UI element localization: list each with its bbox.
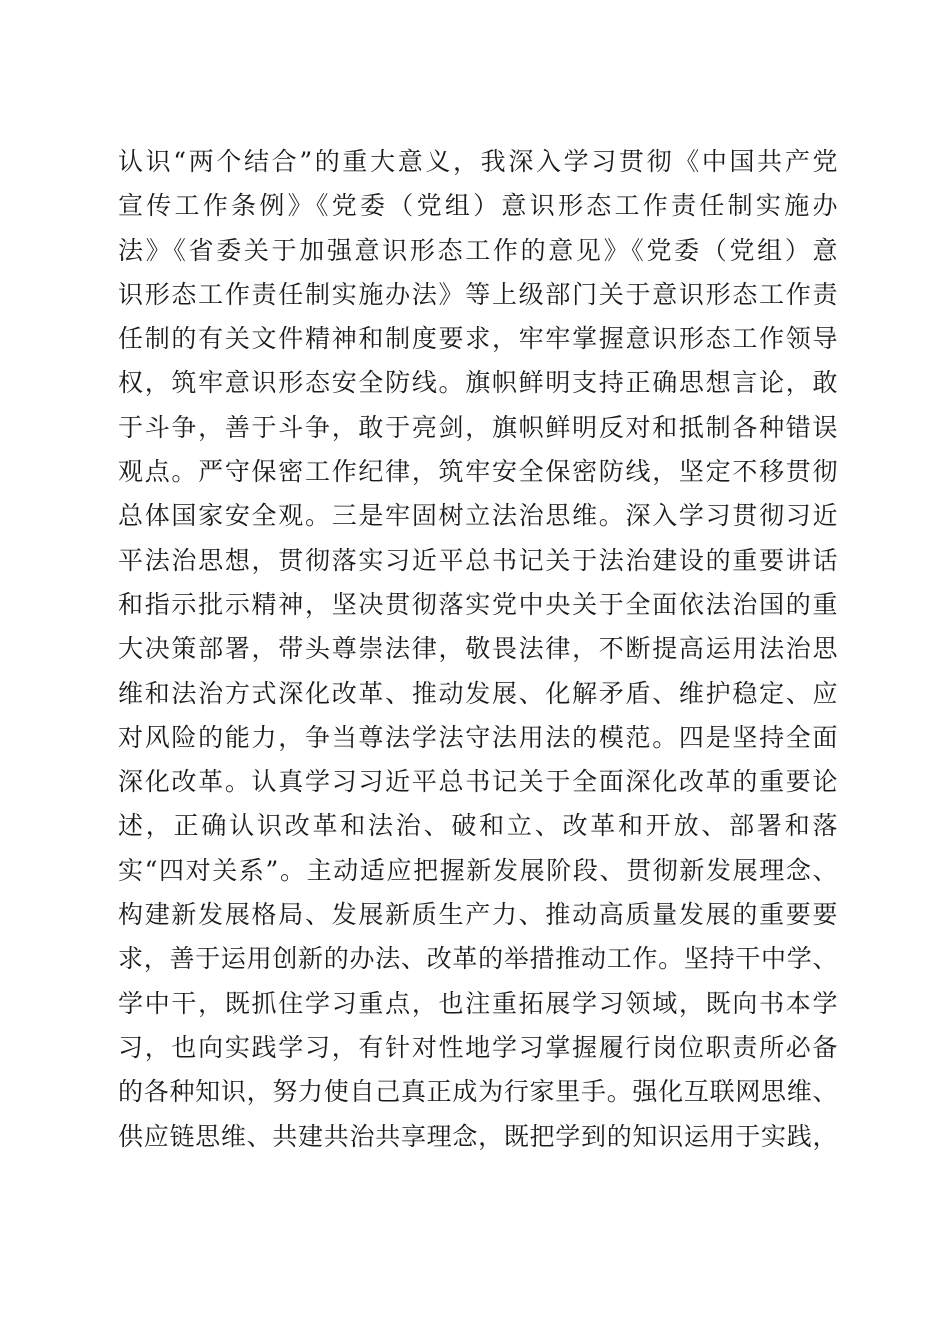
text-line-8: 观点。严守保密工作纪律，筑牢安全保密防线，坚定不移贯彻: [118, 457, 838, 487]
text-line-18: 构建新发展格局、发展新质生产力、推动高质量发展的重要要: [118, 900, 838, 930]
text-line-23: 供应链思维、共建共治共享理念，既把学到的知识运用于实践，: [118, 1121, 838, 1151]
text-line-21: 习，也向实践学习，有针对性地学习掌握履行岗位职责所必备: [118, 1032, 838, 1062]
body-paragraph: [118, 140, 838, 1159]
text-line-9: 总体国家安全观。三是牢固树立法治思维。深入学习贯彻习近: [118, 501, 838, 531]
text-line-4: 识形态工作责任制实施办法》等上级部门关于意识形态工作责: [118, 279, 838, 309]
text-line-5: 任制的有关文件精神和制度要求，牢牢掌握意识形态工作领导: [118, 324, 838, 354]
text-line-3: 法》《省委关于加强意识形态工作的意见》《党委（党组）意: [118, 235, 838, 265]
text-line-22: 的各种知识，努力使自己真正成为行家里手。强化互联网思维、: [118, 1077, 838, 1107]
text-line-7: 于斗争，善于斗争，敢于亮剑，旗帜鲜明反对和抵制各种错误: [118, 412, 838, 442]
text-line-2: 宣传工作条例》《党委（党组）意识形态工作责任制实施办: [118, 191, 838, 221]
text-line-16: 述，正确认识改革和法治、破和立、改革和开放、部署和落: [118, 811, 838, 841]
text-line-14: 对风险的能力，争当尊法学法守法用法的模范。四是坚持全面: [118, 722, 838, 752]
text-line-1: 认识“两个结合”的重大意义，我深入学习贯彻《中国共产党: [118, 147, 838, 176]
text-line-6: 权，筑牢意识形态安全防线。旗帜鲜明支持正确思想言论，敢: [118, 368, 838, 398]
text-line-11: 和指示批示精神，坚决贯彻落实党中央关于全面依法治国的重: [118, 589, 838, 619]
text-line-13: 维和法治方式深化改革、推动发展、化解矛盾、维护稳定、应: [118, 678, 838, 708]
text-line-17: 实“四对关系”。主动适应把握新发展阶段、贯彻新发展理念、: [118, 855, 838, 885]
text-line-10: 平法治思想，贯彻落实习近平总书记关于法治建设的重要讲话: [118, 545, 838, 575]
text-line-12: 大决策部署，带头尊崇法律，敬畏法律，不断提高运用法治思: [118, 634, 838, 664]
text-line-19: 求，善于运用创新的办法、改革的举措推动工作。坚持干中学、: [118, 944, 838, 974]
text-line-20: 学中干，既抓住学习重点，也注重拓展学习领域，既向书本学: [118, 988, 838, 1018]
text-line-15: 深化改革。认真学习习近平总书记关于全面深化改革的重要论: [118, 767, 838, 797]
